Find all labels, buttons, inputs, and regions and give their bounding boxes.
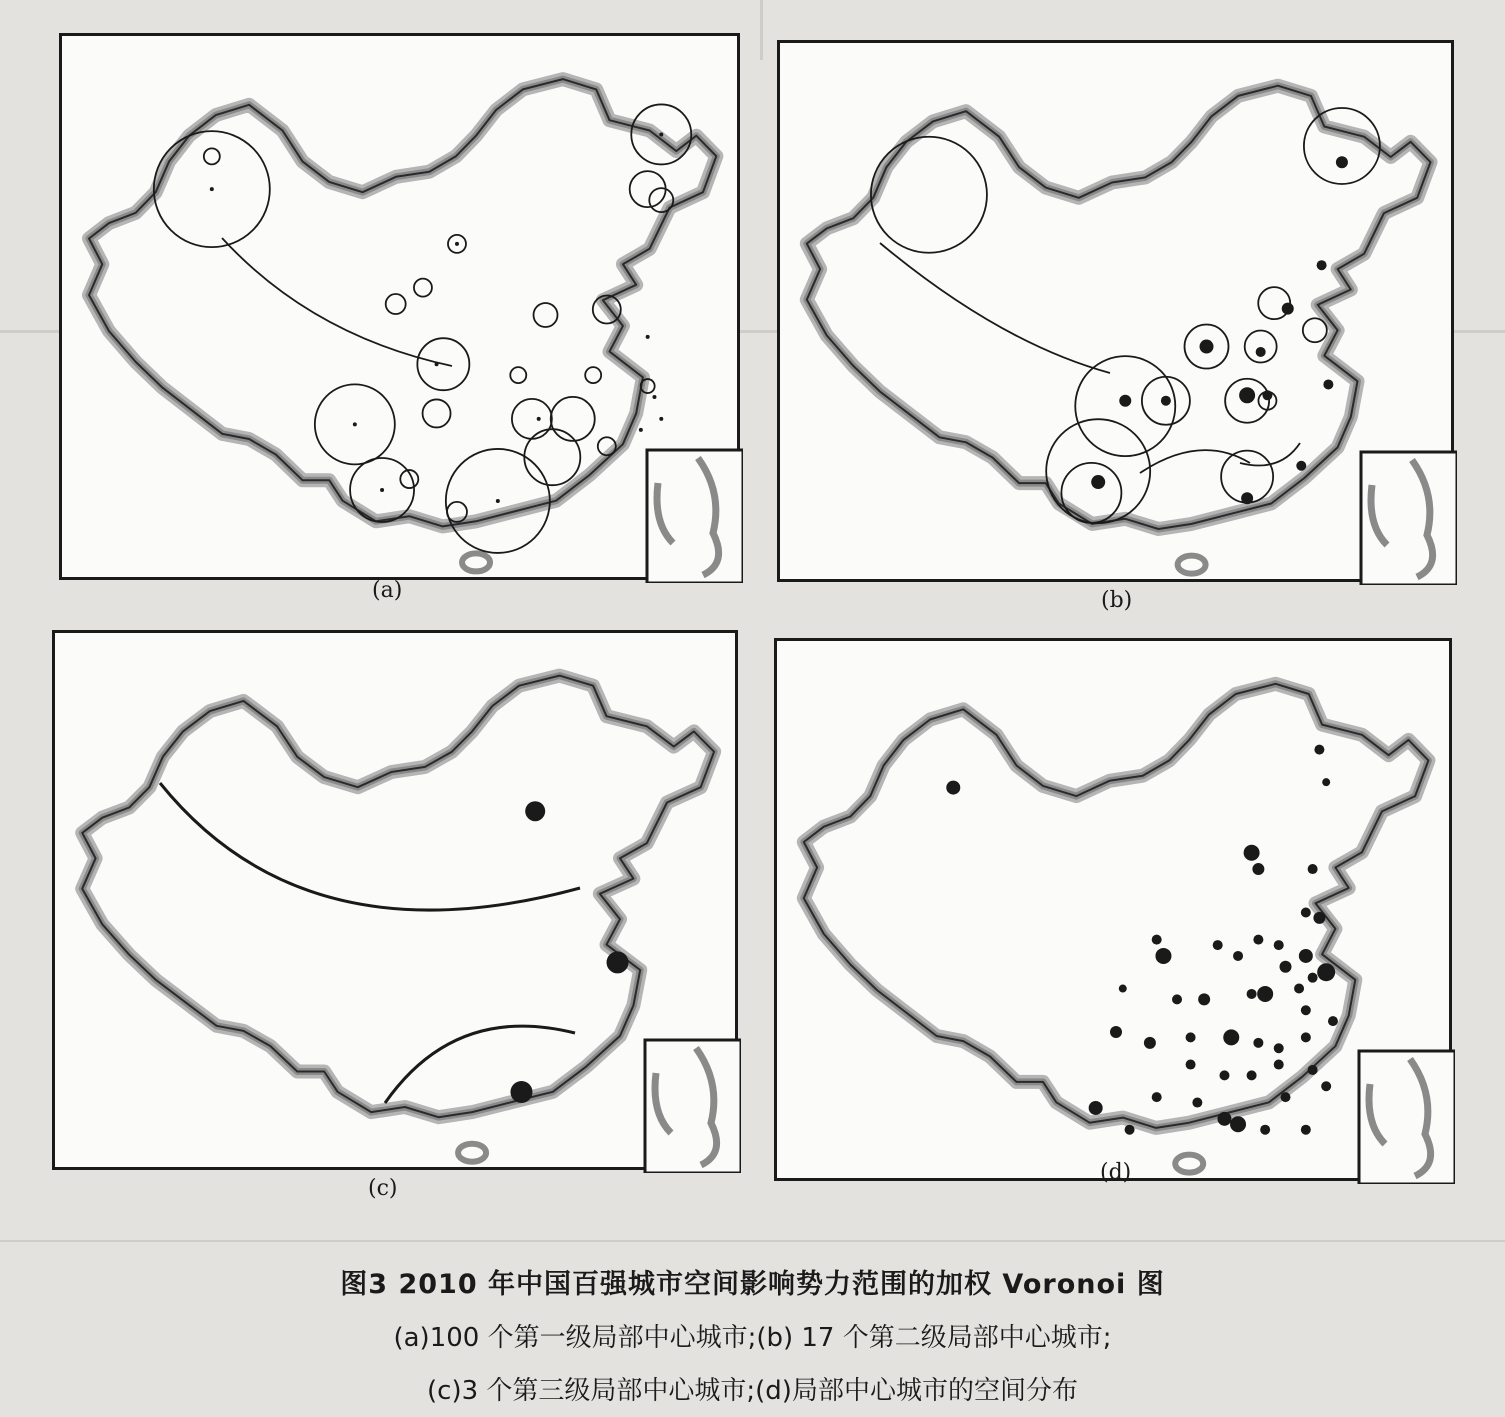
panel-label-a: (a) <box>372 578 403 603</box>
city-point <box>1253 1038 1263 1048</box>
city-point <box>353 422 357 426</box>
china-outline <box>804 684 1429 1173</box>
hainan-island <box>462 553 490 571</box>
city-point <box>1155 948 1171 964</box>
panel-label-c: (c) <box>368 1176 398 1201</box>
city-point <box>1308 864 1318 874</box>
city-point <box>1294 984 1304 994</box>
city-point <box>1301 908 1311 918</box>
city-point <box>537 417 541 421</box>
voronoi-boundary-arc <box>160 783 580 910</box>
city-point <box>646 335 650 339</box>
city-point <box>1219 1070 1229 1080</box>
influence-circle <box>386 294 406 314</box>
influence-circle <box>1046 419 1150 523</box>
south-china-sea-inset <box>1361 452 1457 585</box>
border-halo <box>807 86 1431 529</box>
south-china-sea-inset <box>1359 1051 1455 1184</box>
panel-label-b: (b) <box>1101 588 1133 613</box>
city-point <box>1186 1060 1196 1070</box>
city-point <box>1262 390 1272 400</box>
influence-circle <box>510 367 526 383</box>
city-point <box>1192 1098 1202 1108</box>
city-point <box>1301 1032 1311 1042</box>
city-point <box>1328 1016 1338 1026</box>
voronoi-boundary-arc <box>880 243 1110 373</box>
voronoi-map-c <box>55 633 741 1173</box>
city-point <box>1217 1112 1231 1126</box>
china-outline <box>82 676 714 1162</box>
city-point <box>652 395 656 399</box>
city-point <box>1152 1092 1162 1102</box>
influence-circle <box>585 367 601 383</box>
city-point <box>1296 461 1306 471</box>
city-point <box>1233 951 1243 961</box>
city-point <box>1239 387 1255 403</box>
city-point <box>1313 912 1325 924</box>
china-outline <box>89 79 716 571</box>
figure-subcaption-line2: (c)3 个第三级局部中心城市;(d)局部中心城市的空间分布 <box>427 1376 1078 1406</box>
city-point <box>1322 778 1330 786</box>
city-point <box>1198 993 1210 1005</box>
influence-circle <box>512 399 552 439</box>
city-point <box>1257 986 1273 1002</box>
influence-circle <box>1303 318 1327 342</box>
city-point <box>639 428 643 432</box>
city-point <box>496 499 500 503</box>
city-point <box>510 1081 532 1103</box>
city-point <box>1200 340 1214 354</box>
city-point <box>1308 1065 1318 1075</box>
city-point <box>1274 1043 1284 1053</box>
influence-circle <box>871 137 987 253</box>
city-point <box>607 951 629 973</box>
city-point <box>659 417 663 421</box>
map-panel-a <box>59 33 740 580</box>
city-point <box>1317 963 1335 981</box>
influence-circle <box>1061 463 1121 523</box>
city-point <box>1301 1005 1311 1015</box>
influence-circle <box>534 303 558 327</box>
hainan-island <box>1175 1155 1203 1173</box>
influence-circle <box>1245 331 1277 363</box>
city-point <box>1213 940 1223 950</box>
influence-circle <box>204 148 220 164</box>
city-point <box>1110 1026 1122 1038</box>
city-point <box>1172 994 1182 1004</box>
border-halo <box>82 676 714 1118</box>
voronoi-boundary-arc <box>222 238 452 366</box>
city-point <box>1314 745 1324 755</box>
panel-label-d: (d) <box>1100 1160 1132 1185</box>
city-point <box>1252 863 1264 875</box>
city-point <box>1256 347 1266 357</box>
city-point <box>1247 989 1257 999</box>
city-point <box>1230 1116 1246 1132</box>
city-point <box>1282 303 1294 315</box>
city-point <box>1321 1081 1331 1091</box>
city-point <box>1260 1125 1270 1135</box>
influence-circle <box>423 399 451 427</box>
influence-circle <box>551 397 595 441</box>
hainan-island <box>458 1144 486 1162</box>
city-point <box>1301 1125 1311 1135</box>
voronoi-map-a <box>62 36 743 583</box>
city-point <box>1323 379 1333 389</box>
city-point <box>1244 845 1260 861</box>
map-panel-c <box>52 630 738 1170</box>
city-point <box>1299 949 1313 963</box>
city-point <box>455 242 459 246</box>
border-halo <box>804 684 1429 1128</box>
city-point <box>1280 961 1292 973</box>
map-panel-b <box>777 40 1454 582</box>
city-point <box>946 781 960 795</box>
city-point <box>1336 156 1348 168</box>
influence-circle <box>414 279 432 297</box>
voronoi-map-b <box>780 43 1457 585</box>
border-halo <box>89 79 716 526</box>
city-point <box>1281 1092 1291 1102</box>
city-point <box>210 187 214 191</box>
city-point <box>1119 395 1131 407</box>
influence-circle <box>630 171 666 207</box>
city-point <box>1144 1037 1156 1049</box>
map-panel-d <box>774 638 1452 1181</box>
city-point <box>1125 1125 1135 1135</box>
south-china-sea-inset <box>647 450 743 583</box>
city-point <box>1186 1032 1196 1042</box>
city-point <box>1161 396 1171 406</box>
city-point <box>1253 935 1263 945</box>
city-point <box>435 362 439 366</box>
city-point <box>1091 475 1105 489</box>
hainan-island <box>1178 556 1206 574</box>
influence-circle <box>524 429 580 485</box>
city-point <box>1247 1070 1257 1080</box>
city-point <box>525 801 545 821</box>
city-distribution-map-d <box>777 641 1455 1184</box>
city-point <box>1317 260 1327 270</box>
city-point <box>1119 985 1127 993</box>
city-point <box>1274 1060 1284 1070</box>
figure-title: 图3 2010 年中国百强城市空间影响势力范围的加权 Voronoi 图 <box>340 1269 1165 1300</box>
city-point <box>1089 1101 1103 1115</box>
city-point <box>1152 935 1162 945</box>
south-china-sea-inset <box>645 1040 741 1173</box>
city-point <box>1274 940 1284 950</box>
city-point <box>1308 973 1318 983</box>
city-point <box>1223 1029 1239 1045</box>
figure-subcaption-line1: (a)100 个第一级局部中心城市;(b) 17 个第二级局部中心城市; <box>393 1323 1112 1353</box>
city-point <box>659 132 663 136</box>
city-point <box>1241 492 1253 504</box>
city-point <box>380 488 384 492</box>
